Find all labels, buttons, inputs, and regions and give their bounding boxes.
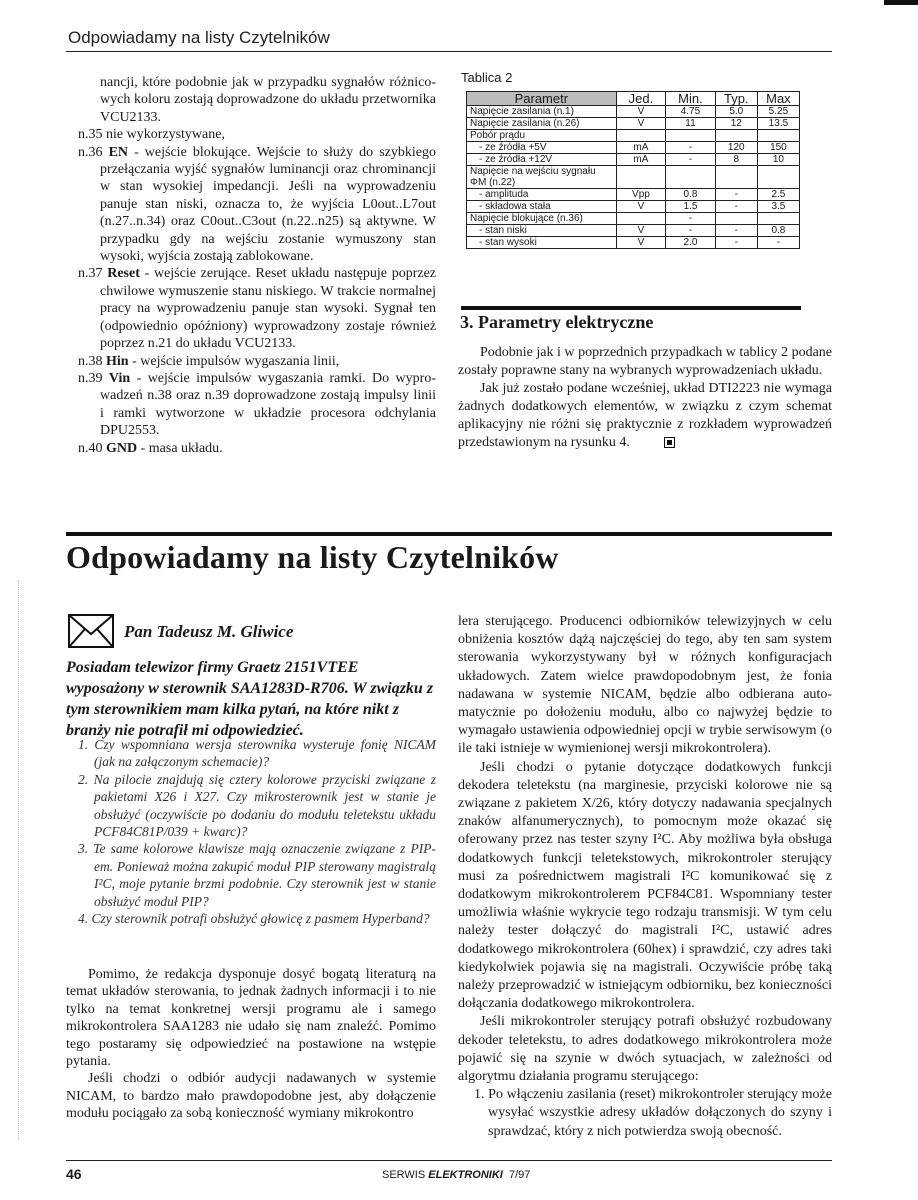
pin-text: - wejście impulsów wygaszania linii, xyxy=(128,353,340,369)
answer-left-column xyxy=(66,966,436,1123)
table-row xyxy=(467,225,800,237)
table-cell-unit: Vpp xyxy=(616,189,666,201)
paragraph xyxy=(458,380,832,452)
table-cell-typ: 5.0 xyxy=(715,106,757,118)
table-cell-param: Pobór prądu xyxy=(467,130,617,142)
table-cell-min: 11 xyxy=(666,118,716,130)
footer-magazine xyxy=(382,1169,530,1181)
pin-description xyxy=(78,144,436,266)
pin-text: nancji, które podobnie jak w przypadku sygnałów różnicowych koloru zostają doprowadzone do układu przetwornika VCU2133. xyxy=(100,75,436,125)
scan-margin-mark xyxy=(18,580,19,1140)
table-cell-min: 0.8 xyxy=(666,189,716,201)
magazine-brand: ELEKTRONIKI xyxy=(428,1169,503,1181)
table-row xyxy=(467,189,800,201)
table-cell-param: - ze źródła +12V xyxy=(467,154,617,166)
corner-mark xyxy=(884,0,918,5)
table-cell-min: - xyxy=(666,154,716,166)
parameters-table xyxy=(466,91,800,249)
pin-text: - wejście zerujące. Reset układu następuje poprzez chwilowe wymuszenie stanu niskiego. W trakcie normalnej pracy na wyprowadzeniu panuje stan wysoki. Sygnał ten (odpowiednio opóźniony) wyprowadzony zostaje również poprzez n.21 do układu VCU2133. xyxy=(100,266,436,352)
pin-name: Reset xyxy=(107,266,140,282)
table-cell-max xyxy=(757,166,799,189)
paragraph: Pomimo, że redakcja dysponuje dosyć bogatą literaturą na temat układów sterowania, to jednak żadnych informacji i to nie tylko na temat konkretnej wersji programu ale i samego mikrokontrolera SAA1283 nie udało się nam znaleźć. Pomimo tego postaramy się odpowiedzieć na postawione na wstępie pytania. xyxy=(66,967,436,1070)
answer-right-column xyxy=(458,613,832,1141)
table-cell-param: - stan niski xyxy=(467,225,617,237)
table-row xyxy=(467,130,800,142)
table-cell-param: - stan wysoki xyxy=(467,237,617,249)
table-cell-min: 1.5 xyxy=(666,201,716,213)
pin-name: Vin xyxy=(108,370,131,386)
table-cell-param: - amplituda xyxy=(467,189,617,201)
table-cell-unit: V xyxy=(616,118,666,130)
pin-number: n.39 xyxy=(78,370,103,386)
table-cell-typ: - xyxy=(715,189,757,201)
table-cell-min: - xyxy=(666,213,716,225)
reader-question: Posiadam telewizor firmy Graetz 2151VTEE wyposażony w sterownik SAA1283D-R706. W związku z tym sterownikiem mam kilka pytań, na które nikt z branży nie potrafił mi odpowiedzieć. xyxy=(66,659,434,739)
pin-number: n.37 xyxy=(78,266,103,282)
table-row xyxy=(467,237,800,249)
table-cell-min: - xyxy=(666,225,716,237)
pin-description xyxy=(78,126,436,143)
pin-name: Hin xyxy=(106,353,129,369)
section-rule xyxy=(66,532,832,536)
pin-text: - wejście impulsów wygaszania ramki. Do wyprowadzeń n.38 oraz n.39 doprowadzone zostają impulsy linii i ramki wytworzone w układzie procesora odchylania DPU2553. xyxy=(100,370,436,439)
table-cell-max: 2.5 xyxy=(757,189,799,201)
envelope-icon xyxy=(68,614,114,648)
issue-number: 7/97 xyxy=(508,1169,531,1181)
table-cell-typ xyxy=(715,213,757,225)
table-row xyxy=(467,106,800,118)
table-cell-typ xyxy=(715,166,757,189)
question-item: 1. Czy wspomniana wersja sterownika wysteruje fonię NICAM (jak na załączonym schemacie)? xyxy=(78,737,436,770)
table-cell-param: Napięcie zasilania (n.1) xyxy=(467,106,617,118)
table-cell-typ: - xyxy=(715,201,757,213)
table-cell-min: 2.0 xyxy=(666,237,716,249)
table-cell-typ: - xyxy=(715,237,757,249)
table-row xyxy=(467,213,800,225)
pin-name: GND xyxy=(106,440,138,456)
questions-list xyxy=(78,736,436,927)
table-cell-param: - ze źródła +5V xyxy=(467,142,617,154)
table-row xyxy=(467,154,800,166)
table-cell-min: 4.75 xyxy=(666,106,716,118)
table-cell-max: 150 xyxy=(757,142,799,154)
pin-text: nie wykorzystywane, xyxy=(106,127,225,143)
article-title: Odpowiadamy na listy Czytelników xyxy=(66,539,559,575)
table-cell-unit: V xyxy=(616,106,666,118)
table-cell-max xyxy=(757,130,799,142)
table-header-row xyxy=(467,92,800,106)
letter-author: Pan Tadeusz M. Gliwice xyxy=(124,622,294,641)
table-cell-unit: mA xyxy=(616,142,666,154)
col-header-unit: Jed. xyxy=(616,92,666,106)
list-item: 1. Po włączeniu zasilania (reset) mikrokontroler sterujący może wysyłać wszystkie adresy układów dołączonych do szyny i sprawdzać, który z nich potwierdza swoją obecność. xyxy=(474,1087,832,1139)
pin-description xyxy=(78,353,436,370)
table-row xyxy=(467,142,800,154)
table-cell-typ: - xyxy=(715,225,757,237)
pin-name: EN xyxy=(108,144,129,160)
table-row xyxy=(467,118,800,130)
table-cell-unit: V xyxy=(616,225,666,237)
question-item: 4. Czy sterownik potrafi obsłużyć głowicę z pasmem Hyperband? xyxy=(78,911,430,927)
paragraph: Jeśli mikrokontroler sterujący potrafi obsłużyć rozbudowany dekoder teletekstu, to adres dodatkowego mikrokontrolera może pojawić się na szynie w dwóch sytuacjach, w zależności od algorytmu działania programu sterującego: xyxy=(458,1014,832,1085)
pin-number: n.40 xyxy=(78,440,103,456)
pin-number: n.38 xyxy=(78,353,103,369)
pin-description xyxy=(78,370,436,440)
pin-description xyxy=(78,265,436,352)
table-cell-param: Napięcie blokujące (n.36) xyxy=(467,213,617,225)
table-cell-max xyxy=(757,213,799,225)
table-caption: Tablica 2 xyxy=(461,70,513,85)
paragraph: lera sterującego. Producenci odbiorników telewizyjnych w celu obniżenia kosztów dążą najczęściej do tego, aby ten sam system sterowania wykorzystywany był w różnych konfiguracjach układowych. Zatem wielce prawdopodobnym jest, że fonia nadawana w systemie NICAM, będzie albo odbierana automatycznie po dołożeniu modułu, albo co najwyżej będzie to wymagało ustawienia odpowiedniej opcji w trybie serwisowym (o ile taki istnieje w wymienionej wersji mikrokontrolera). xyxy=(458,614,832,757)
table-cell-max: - xyxy=(757,237,799,249)
table-cell-typ: 8 xyxy=(715,154,757,166)
table-cell-param: - składowa stała xyxy=(467,201,617,213)
header-rule xyxy=(66,51,832,52)
col-header-typ: Typ. xyxy=(715,92,757,106)
table-cell-typ: 120 xyxy=(715,142,757,154)
question-item: 2. Na pilocie znajdują się cztery kolorowe przyciski związane z pakietami X26 i X27. Czy mikrosterownik jest w stanie je obsłużyć (oczywiście po dodaniu do modułu teletekstu układu PCF84C81P/039 + kwarc)? xyxy=(78,771,436,840)
table-cell-unit xyxy=(616,130,666,142)
pin-text: - masa układu. xyxy=(137,440,223,456)
table-cell-max: 10 xyxy=(757,154,799,166)
magazine-prefix: SERWIS xyxy=(382,1169,426,1181)
table-cell-max: 13.5 xyxy=(757,118,799,130)
table-row xyxy=(467,201,800,213)
table-cell-unit: mA xyxy=(616,154,666,166)
table-bottom-rule xyxy=(461,306,801,310)
paragraph-text: Jak już zostało podane wcześniej, układ DTI2223 nie wymaga żadnych dodatkowych elementów, w związku z czym schemat aplikacyjny nie różni się praktycznie z rozkładem wyprowadzeń przedstawionym na rysunku 4. xyxy=(458,381,832,450)
table-cell-unit xyxy=(616,213,666,225)
pin-description xyxy=(78,440,436,457)
running-header: Odpowiadamy na listy Czytelników xyxy=(68,28,330,47)
table-cell-min: - xyxy=(666,142,716,154)
question-item: 3. Te same kolorowe klawisze mają oznaczenie związane z PIP-em. Ponieważ można zakupić moduł PIP sterowany magistralą I²C, moje pytanie brzmi podobnie. Czy sterownik jest w stanie obsłużyć moduł PIP? xyxy=(78,841,436,909)
paragraph: Jeśli chodzi o pytanie dotyczące dodatkowych funkcji dekodera teletekstu (na marginesie, przyciski kolorowe nie są związane z pakietem X/26, który dotyczy nadawania specjalnych znaków alfanumerycznych), to pomocnym może okazać się oferowany przez nas tester szyny I²C. Aby możliwa była obsługa dodatkowych funkcji teletekstowych, mikrokontroler sterujący musi za pośrednictwem magistrali I²C komunikować się z dodatkowym mikrokontrolerem PCF84C81. Wspomniany tester umożliwia właśnie wykrycie tego rodzaju transmisji. W tym celu należy tester dołączyć do magistrali I²C, ustawić adres dodatkowego mikrokontrolera (60hex) i sprawdzić, czy adres taki kiedykolwiek pojawia się na magistrali. Oczywiście próbę taką należy przeprowadzić w istniejącym odbiorniku, bez konieczności dołączania dodatkowego mikrokontrolera. xyxy=(458,759,832,1012)
col-header-min: Min. xyxy=(666,92,716,106)
section-3-title: 3. Parametry elektryczne xyxy=(460,312,654,332)
col-header-max: Max xyxy=(757,92,799,106)
pin-description xyxy=(78,74,436,126)
table-cell-typ: 12 xyxy=(715,118,757,130)
table-cell-param: Napięcie zasilania (n.26) xyxy=(467,118,617,130)
table-cell-typ xyxy=(715,130,757,142)
pin-number: n.35 xyxy=(78,127,103,143)
table-cell-max: 5.25 xyxy=(757,106,799,118)
table-cell-unit: V xyxy=(616,201,666,213)
end-of-article-icon xyxy=(664,437,675,448)
footer-rule xyxy=(66,1160,832,1161)
table-cell-unit xyxy=(616,166,666,189)
table-cell-min xyxy=(666,130,716,142)
page-number: 46 xyxy=(66,1166,82,1182)
pin-text: - wejście blokujące. Wejście to służy do szybkiego przełączania wyjść sygnałów luminancji oraz chrominancji w stan wysokiej impedancji. Jeśli na wyprowadzeniu panuje stan niski, oznacza to, że wyjścia L0out..L7out (n.27..n.34) oraz C0out..C3out (n.22..n25) są aktywne. W przypadku gdy na wejściu zostanie wymuszony stan wysoki, wyjścia zostają zablokowane. xyxy=(100,144,436,265)
table-cell-max: 0.8 xyxy=(757,225,799,237)
paragraph: Jeśli chodzi o odbiór audycji nadawanych w systemie NICAM, to bardzo mało prawdopodobne jest, aby dołączenie modułu pociągało za sobą konieczność wymiany mikrokontro xyxy=(66,1071,436,1122)
section-3-body xyxy=(458,344,832,452)
left-column-continued xyxy=(78,74,436,457)
table-cell-param: Napięcie na wejściu sygnału ΦM (n.22) xyxy=(467,166,617,189)
col-header-parameter: Parametr xyxy=(467,92,617,106)
table-cell-max: 3.5 xyxy=(757,201,799,213)
table-row xyxy=(467,166,800,189)
table-cell-unit: V xyxy=(616,237,666,249)
paragraph: Podobnie jak i w poprzednich przypadkach w tablicy 2 podane zostały poprawne stany na wybranych wyprowadzeniach układu. xyxy=(458,345,832,378)
table-cell-min xyxy=(666,166,716,189)
pin-number: n.36 xyxy=(78,144,103,160)
